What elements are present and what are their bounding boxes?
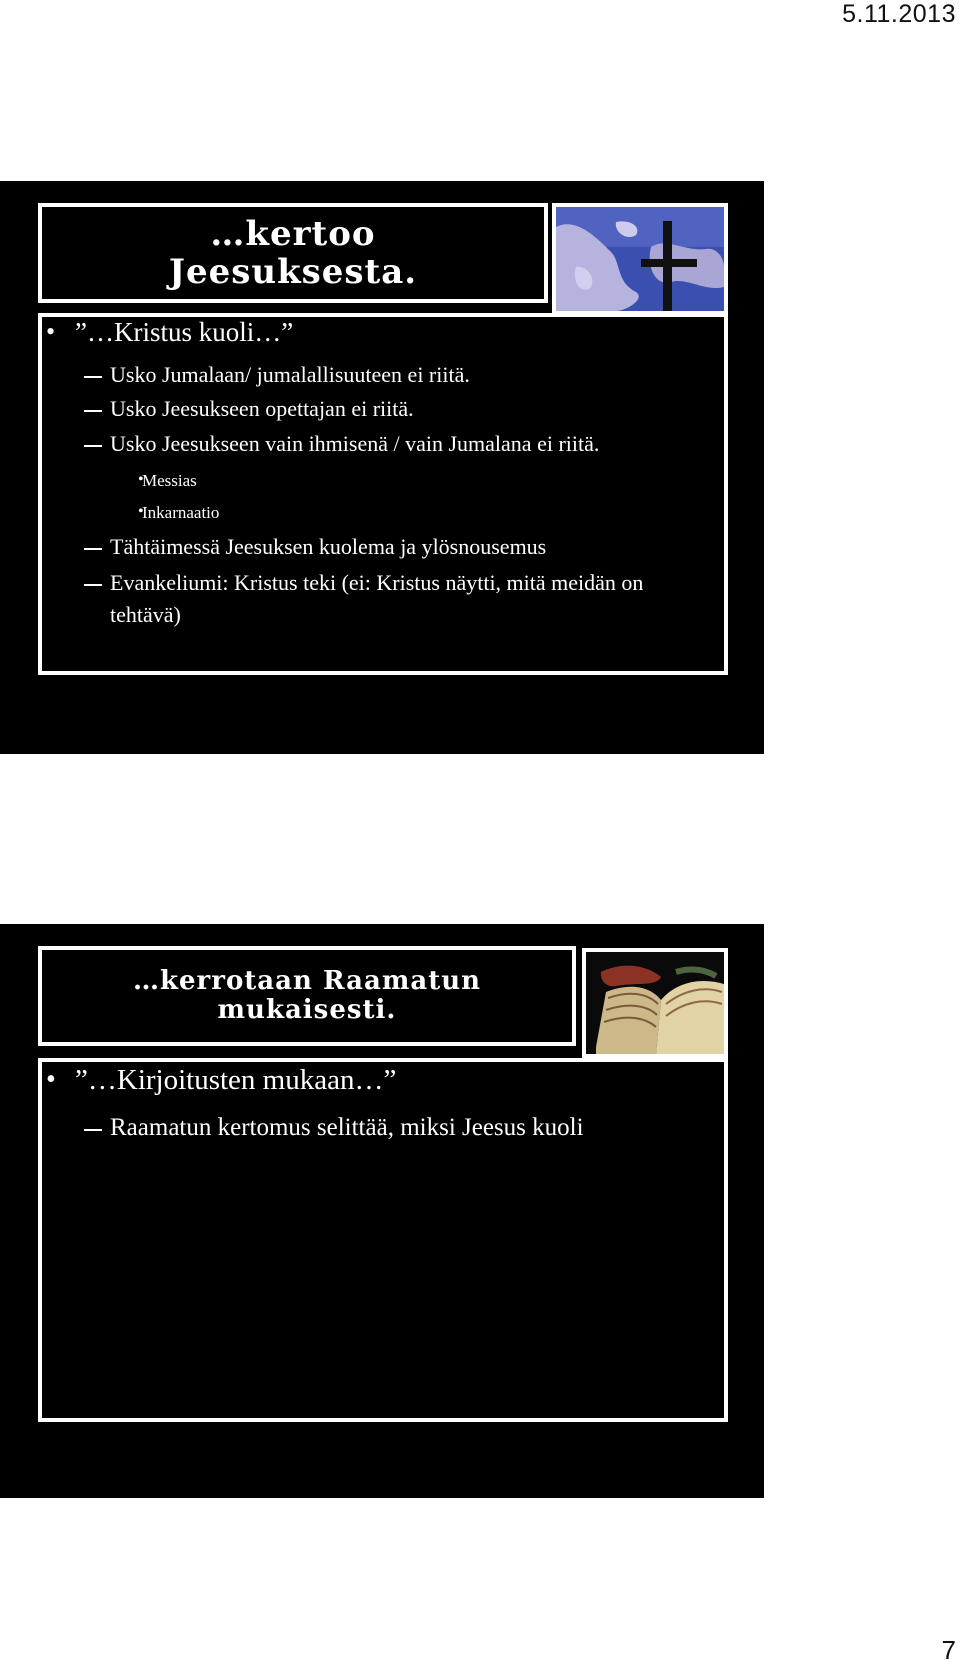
- slide-2-bullet: ”…Kirjoitusten mukaan…”: [75, 1064, 397, 1096]
- slide-1-sub-2: Usko Jeesukseen opettajan ei riitä.: [110, 396, 414, 421]
- slide-1-title: [169, 215, 417, 291]
- slide-2: [0, 924, 764, 1498]
- sub-bullet-dot: •: [138, 471, 144, 488]
- slide-1-subsub-2: Inkarnaatio: [142, 503, 220, 522]
- slide-1-title-line-1: …kertoo: [210, 213, 376, 254]
- slide-1-subsub-1: Messias: [142, 471, 197, 490]
- slide-1: [0, 181, 764, 754]
- slide-2-title-line-1: …kerrotaan Raamatun: [132, 965, 482, 996]
- slide-1-sub-1: Usko Jumalaan/ jumalallisuuteen ei riitä.: [110, 362, 470, 387]
- slide-1-sub-5-line-1: Evankeliumi: Kristus teki (ei: Kristus näytti, mitä meidän on: [110, 570, 644, 595]
- cross-horizontal: [641, 259, 697, 267]
- slide-2-title-box: [38, 946, 576, 1046]
- slide-1-sub-5-line-2: tehtävä): [110, 602, 181, 627]
- dash-mark: [84, 376, 102, 378]
- sub-bullet-dot: •: [138, 503, 144, 520]
- slide-1-image-frame: [552, 203, 728, 315]
- slide-1-sub-3: Usko Jeesukseen vain ihmisenä / vain Jumalana ei riitä.: [110, 431, 600, 456]
- cross-over-map-image: [556, 207, 724, 311]
- dash-mark: [84, 410, 102, 412]
- slide-2-sub-1: Raamatun kertomus selittää, miksi Jeesus kuoli: [110, 1114, 584, 1141]
- bullet-dot: •: [46, 317, 56, 346]
- bible-left-page: [596, 987, 661, 1054]
- slide-2-title-line-2: mukaisesti.: [217, 995, 397, 1025]
- dash-mark: [84, 1129, 102, 1131]
- bullet-dot: •: [46, 1064, 56, 1095]
- slide-2-content-box: [38, 1058, 728, 1422]
- page-date: 5.11.2013: [842, 0, 956, 28]
- slide-2-title: [133, 967, 481, 1025]
- slide-1-title-line-2: Jeesuksesta.: [168, 252, 418, 292]
- slide-1-sub-4: Tähtäimessä Jeesuksen kuolema ja ylösnousemus: [110, 534, 547, 559]
- dash-mark: [84, 548, 102, 550]
- slide-1-title-box: [38, 203, 548, 303]
- dash-mark: [84, 445, 102, 447]
- slide-1-bullet: ”…Kristus kuoli…”: [75, 317, 294, 347]
- open-bible-image: [586, 952, 724, 1054]
- page-number: 7: [941, 1635, 956, 1665]
- dash-mark: [84, 584, 102, 586]
- slide-2-image-frame: [582, 948, 728, 1058]
